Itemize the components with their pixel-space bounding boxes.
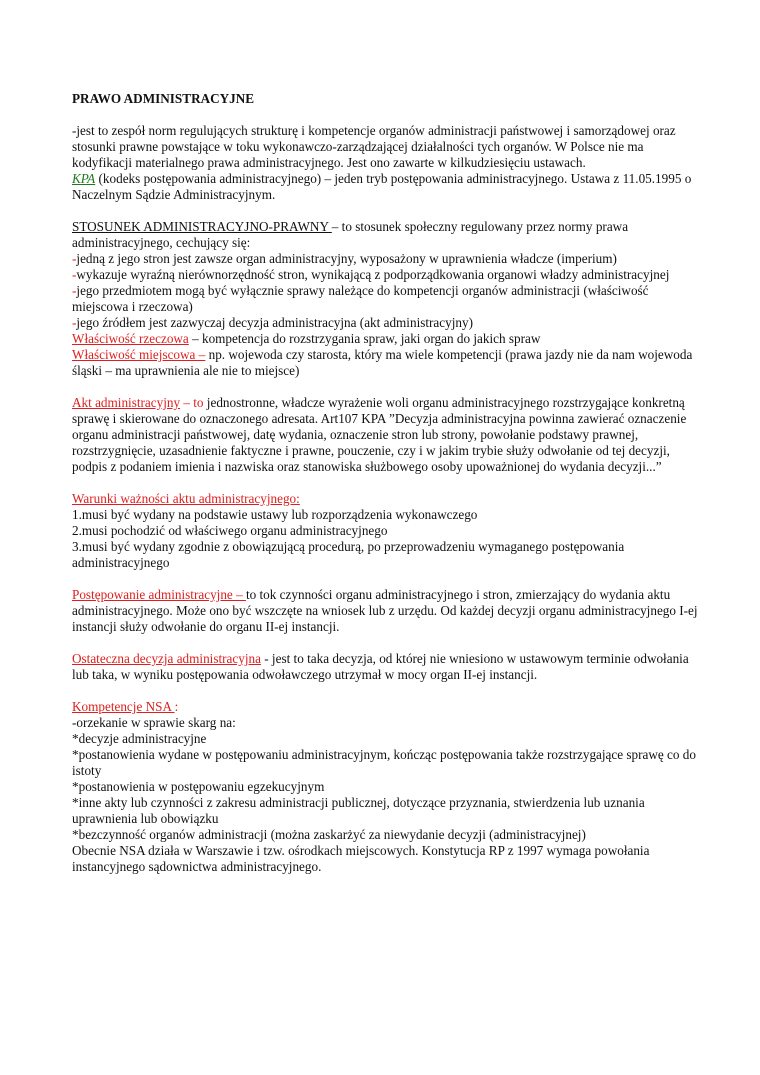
list-item: -jego źródłem jest zazwyczaj decyzja administracyjna (akt administracyjny) [72, 315, 473, 330]
list-item: -wykazuje wyraźną nierównorzędność stron, wynikającą z podporządkowania organowi władzy administracyjnej [72, 267, 670, 282]
document-body [72, 91, 702, 875]
stosunek-term: STOSUNEK ADMINISTRACYJNO-PRAWNY [72, 219, 332, 234]
wlasciwosc-rzeczowa: Właściwość rzeczowa – kompetencja do rozstrzygania spraw, jaki organ do jakich spraw [72, 331, 541, 346]
akt-paragraph: Akt administracyjny – to jednostronne, władcze wyrażenie woli organu administracyjnego rozstrzygające konkretną sprawę i skierowane do oznaczonego adresata. Art107 KPA ”Decyzja administracyjna powinna zawierać oznaczenie organu administracji państwowej, datę wydania, oznaczenie stron lub strony, powołanie podstawy prawnej, rozstrzygnięcie, uzasadnienie faktyczne i prawne, pouczenie, czy i w jakim trybie służy odwołanie od tej decyzji, podpis z podaniem imienia i nazwiska oraz stanowiska służbowego osoby upoważnionej do wydania decyzji...” [72, 395, 687, 474]
list-item: *decyzje administracyjne [72, 731, 207, 746]
list-item: *bezczynność organów administracji (można zaskarżyć za niewydanie decyzji (administracyjnej) [72, 827, 586, 842]
wlasciwosc-miejscowa: Właściwość miejscowa – np. wojewoda czy starosta, który ma wiele kompetencji (prawa jazdy nie da nam wojewoda śląski – ma uprawnienia ale nie to miejsce) [72, 347, 693, 378]
list-item: -jego przedmiotem mogą być wyłącznie sprawy należące do kompetencji organów administracji (właściwość miejscowa i rzeczowa) [72, 283, 649, 314]
akt-term: Akt administracyjny [72, 395, 181, 410]
list-item: -orzekanie w sprawie skarg na: [72, 715, 236, 730]
list-item: 3.musi być wydany zgodnie z obowiązującą procedurą, po przeprowadzeniu wymaganego postępowania administracyjnego [72, 539, 625, 570]
document-title: PRAWO ADMINISTRACYJNE [72, 91, 255, 106]
wlasciwosc-miejscowa-term: Właściwość miejscowa – [72, 347, 206, 362]
list-item: *postanowienia w postępowaniu egzekucyjnym [72, 779, 325, 794]
warunki-heading: Warunki ważności aktu administracyjnego: [72, 491, 300, 506]
stosunek-definition [72, 219, 702, 251]
nsa-closing: Obecnie NSA działa w Warszawie i tzw. ośrodkach miejscowych. Konstytucja RP z 1997 wymaga powołania instancyjnego sądownictwa administracyjnego. [72, 843, 650, 874]
postepowanie-term: Postępowanie administracyjne – [72, 587, 246, 602]
kpa-paragraph [72, 171, 702, 203]
list-item: 2.musi pochodzić od właściwego organu administracyjnego [72, 523, 388, 538]
intro-paragraph [72, 123, 702, 171]
postepowanie-paragraph: Postępowanie administracyjne – to tok czynności organu administracyjnego i stron, zmierzający do wydania aktu administracyjnego. Może ono być wszczęte na wniosek lub z urzędu. Od każdej decyzji organu administracyjnego I-ej instancji służy odwołanie do organu II-ej instancji. [72, 587, 698, 634]
intro-text: -jest to zespół norm regulujących strukturę i kompetencje organów administracji państwowej i samorządowej oraz stosunki prawne powstające w toku wykonawczo-zarządzającej działalności tych organów. W Polsce nie ma kodyfikacji materialnego prawa administracyjnego. Jest ono zawarte w kilkudziesięciu ustawach. [72, 123, 676, 170]
stosunek-text: – to stosunek społeczny regulowany przez normy prawa administracyjnego, cechujący się: [72, 219, 629, 250]
list-item: 1.musi być wydany na podstawie ustawy lub rozporządzenia wykonawczego [72, 507, 478, 522]
kpa-term: KPA [72, 171, 96, 186]
ostateczna-term: Ostateczna decyzja administracyjna [72, 651, 261, 666]
list-item: *inne akty lub czynności z zakresu administracji publicznej, dotyczące przyznania, stwierdzenia lub uznania uprawnienia lub obowiązku [72, 795, 645, 826]
nsa-heading: Kompetencje NSA : [72, 699, 179, 714]
kpa-text: (kodeks postępowania administracyjnego) – jeden tryb postępowania administracyjnego. Ustawa z 11.05.1995 o Naczelnym Sądzie Administracyjnym. [72, 171, 692, 202]
wlasciwosc-rzeczowa-term: Właściwość rzeczowa [72, 331, 189, 346]
ostateczna-paragraph: Ostateczna decyzja administracyjna - jest to taka decyzja, od której nie wniesiono w ustawowym terminie odwołania lub taka, w wyniku postępowania odwoławczego utrzymał w mocy organ II-ej instancji. [72, 651, 689, 682]
list-item: *postanowienia wydane w postępowaniu administracyjnym, kończąc postępowania także rozstrzygające sprawę co do istoty [72, 747, 696, 778]
list-item: -jedną z jego stron jest zawsze organ administracyjny, wyposażony w uprawnienia władcze (imperium) [72, 251, 617, 266]
